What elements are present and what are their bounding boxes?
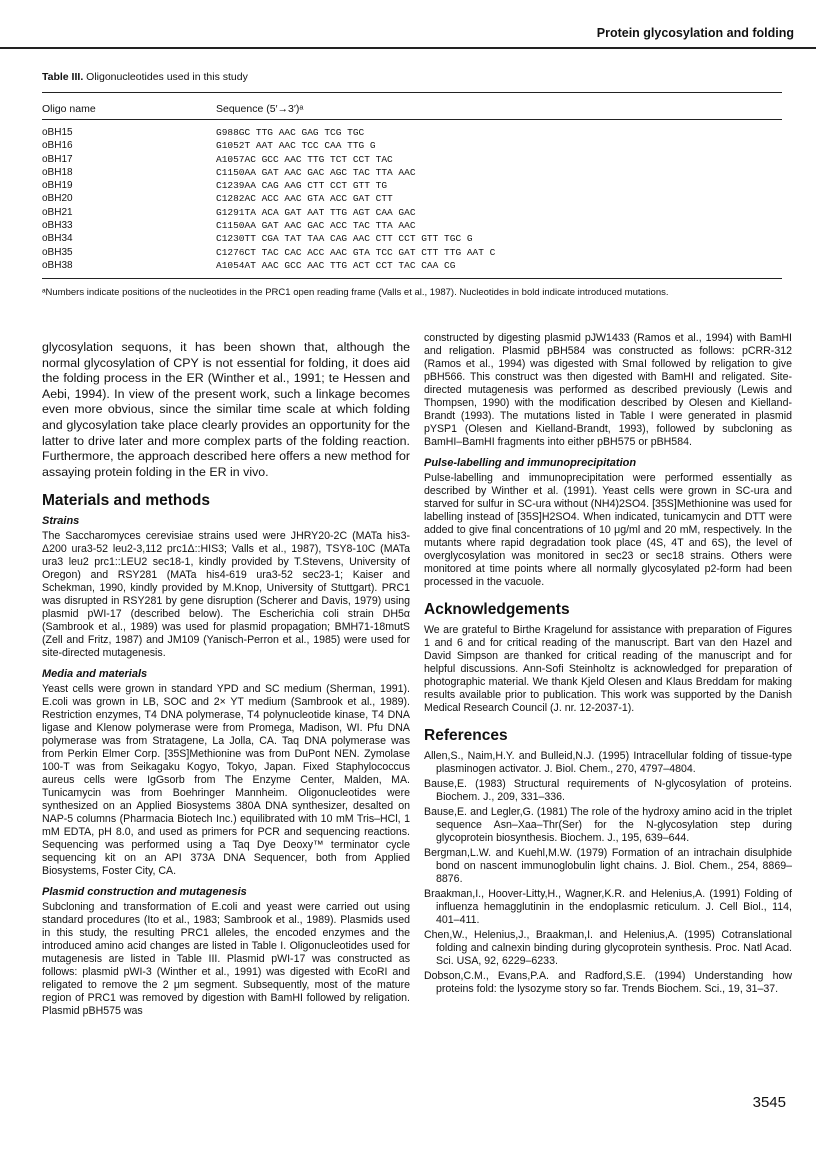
table-row bbox=[42, 207, 782, 220]
oligo-name: oBH21 bbox=[42, 206, 73, 218]
table-caption bbox=[42, 71, 248, 83]
table-row bbox=[42, 127, 782, 140]
table-header-name: Oligo name bbox=[42, 103, 96, 115]
oligo-name: oBH34 bbox=[42, 233, 73, 245]
table-caption-text: Oligonucleotides used in this study bbox=[83, 71, 248, 83]
oligo-sequence: C1150AA GAT AAC GAC AGC TAC TTA AAC bbox=[216, 166, 416, 178]
oligo-sequence: G1052T AAT AAC TCC CAA TTG G bbox=[216, 140, 376, 152]
table-row bbox=[42, 220, 782, 233]
running-head: Protein glycosylation and folding bbox=[596, 26, 794, 40]
oligo-name: oBH18 bbox=[42, 166, 73, 178]
table-row bbox=[42, 154, 782, 167]
table-row bbox=[42, 140, 782, 153]
table-row bbox=[42, 260, 782, 273]
page-number: 3545 bbox=[752, 1094, 786, 1111]
oligo-sequence: C1150AA GAT AAC GAC ACC TAC TTA AAC bbox=[216, 220, 416, 232]
oligo-name: oBH20 bbox=[42, 193, 73, 205]
reference-item: Bergman,L.W. and Kuehl,M.W. (1979) Formation of an intrachain disulphide bond on nascent immunoglobulin light chains. J. Biol. Chem., 254, 8869–8876. bbox=[424, 847, 792, 885]
media-paragraph: Yeast cells were grown in standard YPD and SC medium (Sherman, 1991). E.coli was grown in LB, SOC and 2× YT medium (Sambrook et al., 1989). Restriction enzymes, T4 DNA polymerase, T4 polynucleotide kinase, T4 DNA ligase and Klenow polymerase were from Promega, Madison, WI. Pfu DNA polymerase was from Stratagene, La Jolla, CA. Taq DNA polymerase was from Perkin Elmer Corp. [35S]Methionine was from DuPont NEN. Zymolase 100-T was from Seikagaku Kogyo, Tokyo, Japan. Fixed Staphylococcus aureus cells were IgGsorb from The Enzyme Center, Malden, MA. Tunicamycin was from Boehringer Mannheim. Oligonucleotides were synthesized on an Applied Biosystems 380A DNA synthesizer, desalted on NAP-5 columns (Pharmacia Biotech Inc.) equilibrated with 10 mM Tris–HCl, 1 mM EDTA, pH 8.0, and used as primers for PCR and sequencing reactions. Sequencing was performed using a Taq Dye Deoxy™ terminator cycle sequencing kit on an API 373A DNA Sequencer, both from Applied Biosystems, Foster City, CA. bbox=[42, 683, 410, 878]
intro-paragraph: glycosylation sequons, it has been shown that, although the normal glycosylation of CPY is not essential for folding, it does aid the folding process in the ER (Winther et al., 1991; te Hessen and Aebi, 1994). In view of the present work, such a linkage becomes even more obvious, since the similar time scale at which folding and glycosylation take place clearly provides an opportunity for the latter to drive later and more complex parts of the folding reaction. Furthermore, the approach described here offers a new method for assaying protein folding in the ER in vivo. bbox=[42, 340, 410, 479]
oligo-sequence: G1291TA ACA GAT AAT TTG AGT CAA GAC bbox=[216, 206, 416, 218]
oligo-sequence: C1282AC ACC AAC GTA ACC GAT CTT bbox=[216, 193, 393, 205]
section-title-methods: Materials and methods bbox=[42, 492, 210, 510]
oligo-name: oBH16 bbox=[42, 140, 73, 152]
left-column bbox=[42, 340, 410, 1018]
section-title-references: References bbox=[424, 727, 508, 744]
table-row bbox=[42, 233, 782, 246]
oligo-name: oBH33 bbox=[42, 220, 73, 232]
reference-item: Dobson,C.M., Evans,P.A. and Radford,S.E. (1994) Understanding how proteins fold: the lysozyme story so far. Trends Biochem. Sci., 19, 31–37. bbox=[424, 970, 792, 995]
oligo-name: oBH19 bbox=[42, 180, 73, 192]
oligo-name: oBH38 bbox=[42, 259, 73, 271]
strains-paragraph: The Saccharomyces cerevisiae strains used were JHRY20-2C (MATa his3-Δ200 ura3-52 leu2-3,112 prc1Δ::HIS3; Valls et al., 1987), TSY8-10C (MATa ura3 leu2 prc1::LEU2 sec18-1, kindly provided by T.Stevens, University of Oregon) and RSY281 (MATa his4-619 ura3-52 sec23-1; Kaiser and Schekman, 1990, kindly provided by M.Knop, University of Stuttgart). PRC1 was disrupted in RSY281 by gene disruption (Scherer and Davis, 1979) using plasmid pWI-17 (described below). The Escherichia coli strain DH5α (Sambrook et al., 1989) was used for plasmid propagation; BMH71-18mutS (Zell and Fritz, 1987) and JM109 (Yanisch-Perron et al., 1985) were used for site-directed mutagenesis. bbox=[42, 530, 410, 660]
oligo-name: oBH15 bbox=[42, 127, 73, 138]
table-top-rule bbox=[42, 92, 782, 93]
oligo-name: oBH17 bbox=[42, 153, 73, 165]
reference-item: Allen,S., Naim,H.Y. and Bulleid,N.J. (1995) Intracellular folding of tissue-type plasminogen activator. J. Biol. Chem., 270, 4797–4804. bbox=[424, 750, 792, 775]
reference-list bbox=[424, 750, 792, 996]
table-row bbox=[42, 193, 782, 206]
table-header-rule bbox=[42, 119, 782, 120]
reference-item: Chen,W., Helenius,J., Braakman,I. and Helenius,A. (1995) Cotranslational folding and calnexin binding during glycoprotein synthesis. Proc. Natl Acad. Sci. USA, 92, 6229–6233. bbox=[424, 929, 792, 967]
table-header-sequence: Sequence (5′→3′)ᵃ bbox=[216, 103, 304, 115]
table-body bbox=[42, 127, 782, 273]
oligo-sequence: C1276CT TAC CAC ACC AAC GTA TCC GAT CTT TTG AAT C bbox=[216, 246, 496, 258]
oligo-sequence: C1239AA CAG AAG CTT CCT GTT TG bbox=[216, 180, 388, 192]
table-row bbox=[42, 247, 782, 260]
subsection-title-pulse: Pulse-labelling and immunoprecipitation bbox=[424, 457, 637, 469]
oligo-sequence: C1230TT CGA TAT TAA CAG AAC CTT CCT GTT TGC G bbox=[216, 233, 473, 245]
right-column bbox=[424, 332, 792, 998]
reference-item: Bause,E. and Legler,G. (1981) The role of the hydroxy amino acid in the triplet sequence Asn–Xaa–Thr(Ser) for the N-glycosylation step during glycoprotein biosynthesis. Biochem. J., 195, 639–644. bbox=[424, 806, 792, 844]
plasmid-paragraph: Subcloning and transformation of E.coli and yeast were carried out using standard procedures (Ito et al., 1983; Sambrook et al., 1989). Plasmids used in this study, the resulting PRC1 alleles, the encoded enzymes and the introduced amino acid changes are listed in Table I. Oligonucleotides used for mutagenesis are listed in Table III. Plasmid pWI-17 was constructed as follows: plasmid pWI-3 (Winther et al., 1991) was digested with EcoRI and religated to remove the 2 μm segment. Subsequently, most of the mature region of PRC1 was removed by digestion with BamHI followed by religation. Plasmid pBH575 was bbox=[42, 901, 410, 1018]
table-caption-label: Table III. bbox=[42, 71, 84, 83]
oligo-sequence: G988GC TTG AAC GAG TCG TGC bbox=[216, 127, 365, 138]
header-rule bbox=[0, 47, 816, 49]
oligo-sequence: A1054AT AAC GCC AAC TTG ACT CCT TAC CAA CG bbox=[216, 259, 456, 271]
table-footnote: ᵃNumbers indicate positions of the nucleotides in the PRC1 open reading frame (Valls et al., 1987). Nucleotides in bold indicate introduced mutations. bbox=[42, 287, 669, 298]
oligo-sequence: A1057AC GCC AAC TTG TCT CCT TAC bbox=[216, 153, 393, 165]
oligo-name: oBH35 bbox=[42, 246, 73, 258]
subsection-title-plasmid: Plasmid construction and mutagenesis bbox=[42, 886, 247, 899]
reference-item: Bause,E. (1983) Structural requirements of N-glycosylation of proteins. Biochem. J., 209, 331–336. bbox=[424, 778, 792, 803]
table-row bbox=[42, 167, 782, 180]
subsection-title-strains: Strains bbox=[42, 515, 80, 528]
section-title-acknowledgements: Acknowledgements bbox=[424, 601, 570, 618]
table-bottom-rule bbox=[42, 278, 782, 279]
pulse-paragraph: Pulse-labelling and immunoprecipitation were performed essentially as described by Winther et al. (1991). Yeast cells were grown in SC-ura and starved for sulfur in SC-ura without (NH4)2SO4. [35S]Methionine was used for labelling instead of [35S]H2SO4. When indicated, tunicamycin and DTT were added to give final concentrations of 10 μg/ml and 20 mM, respectively. In the mutants where rapid degradation took place (4S, 4T and 6S), the level of overglycosylation was monitored in sec23 or sec18 strains. Others were monitored at time points where all normally glycosylated p2-form had been processed in the vacuole. bbox=[424, 472, 792, 588]
plasmid-paragraph-continued: constructed by digesting plasmid pJW1433 (Ramos et al., 1994) with BamHI and religation. Plasmid pBH584 was constructed as follows: pCRR-312 (Ramos et al., 1994) was digested with SmaI followed by religation to give pBH566. This construct was then digested with BamHI and religated. Site-directed mutagenesis was performed as described previously (Lewis and Thompsen, 1990) with the modification described by Olesen and Kielland-Brandt (1993). The mutations listed in Table I were generated in plasmid pYSP1 (Olesen and Kielland-Brandt, 1993), followed by subcloning as BamHI–BamHI fragments into either pBH575 or pBH584. bbox=[424, 332, 792, 448]
acknowledgements-paragraph: We are grateful to Birthe Kragelund for assistance with preparation of Figures 1 and 6 and for critical reading of the manuscript. Bart van den Hazel and David Simpson are thanked for critical reading of the manuscript and for helpful discussions. Ann-Sofi Steinholtz is acknowledged for preparation of photographic material. We thank Kjeld Olesen and Klaus Breddam for making results available prior to publication. This work was supported by the Danish Medical Research Council (J. nr. 12-2037-1). bbox=[424, 624, 792, 714]
table-row bbox=[42, 180, 782, 193]
subsection-title-media: Media and materials bbox=[42, 668, 148, 681]
reference-item: Braakman,I., Hoover-Litty,H., Wagner,K.R. and Helenius,A. (1991) Folding of influenza hemagglutinin in the endoplasmic reticulum. J. Cell Biol., 114, 401–411. bbox=[424, 888, 792, 926]
